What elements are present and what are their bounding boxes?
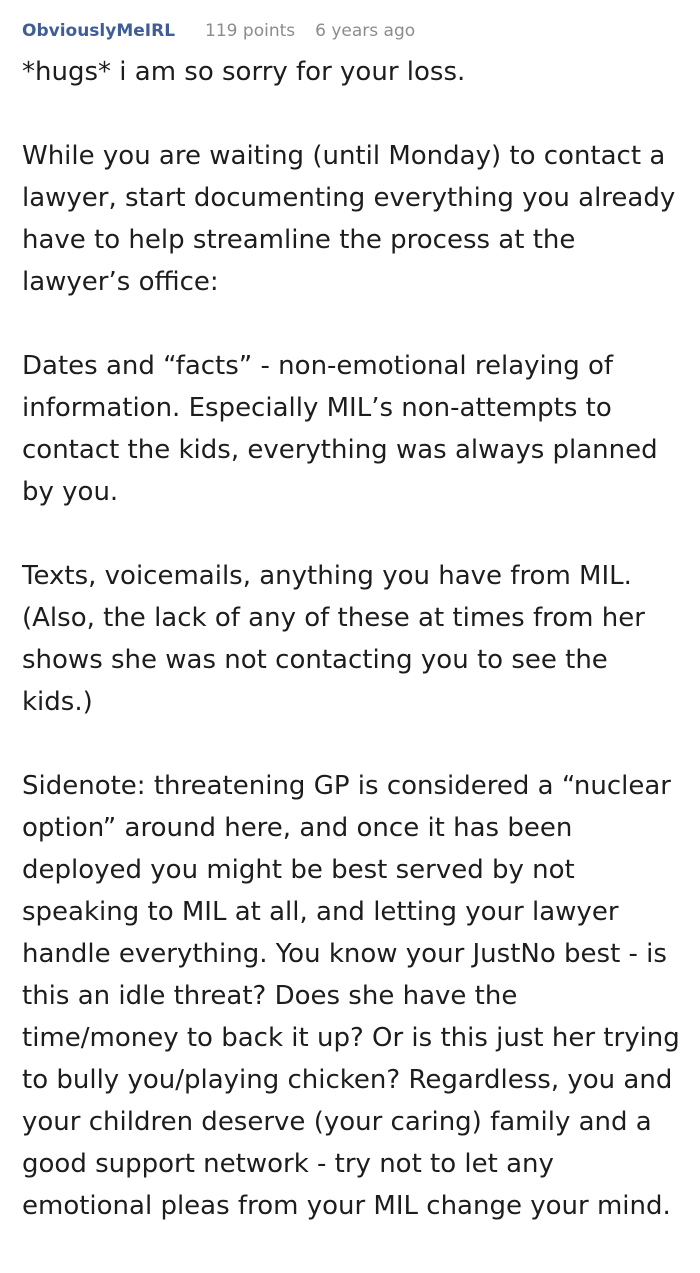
comment-paragraph: *hugs* i am so sorry for your loss. [22, 57, 466, 87]
comment-body [22, 51, 682, 1227]
comment-meta [22, 18, 682, 44]
points-count: 119 points [205, 21, 296, 41]
comment-timestamp: 6 years ago [315, 21, 416, 41]
comment-paragraph: Sidenote: threatening GP is considered a “nuclear option” around here, and once it has been deployed you might be best served by not speaking to MIL at all, and letting your lawyer handle everything. You know your JustNo best - is this an idle threat? Does she have the time/money to back it up? Or is this just her trying to bully you/playing chicken? Regardless, you and your children deserve (your caring) family and a good support network - try not to let any emotional pleas from your MIL change your mind. [22, 771, 680, 1221]
comment-paragraph: While you are waiting (until Monday) to contact a lawyer, start documenting everything you already have to help streamline the process at the lawyer’s office: [22, 141, 676, 297]
comment-paragraph: Texts, voicemails, anything you have from MIL. (Also, the lack of any of these at times from her shows she was not contacting you to see the kids.) [22, 561, 645, 717]
author-link[interactable]: ObviouslyMeIRL [22, 21, 176, 41]
comment [22, 18, 682, 1227]
comment-paragraph: Dates and “facts” - non-emotional relaying of information. Especially MIL’s non-attempts to contact the kids, everything was always planned by you. [22, 351, 658, 507]
